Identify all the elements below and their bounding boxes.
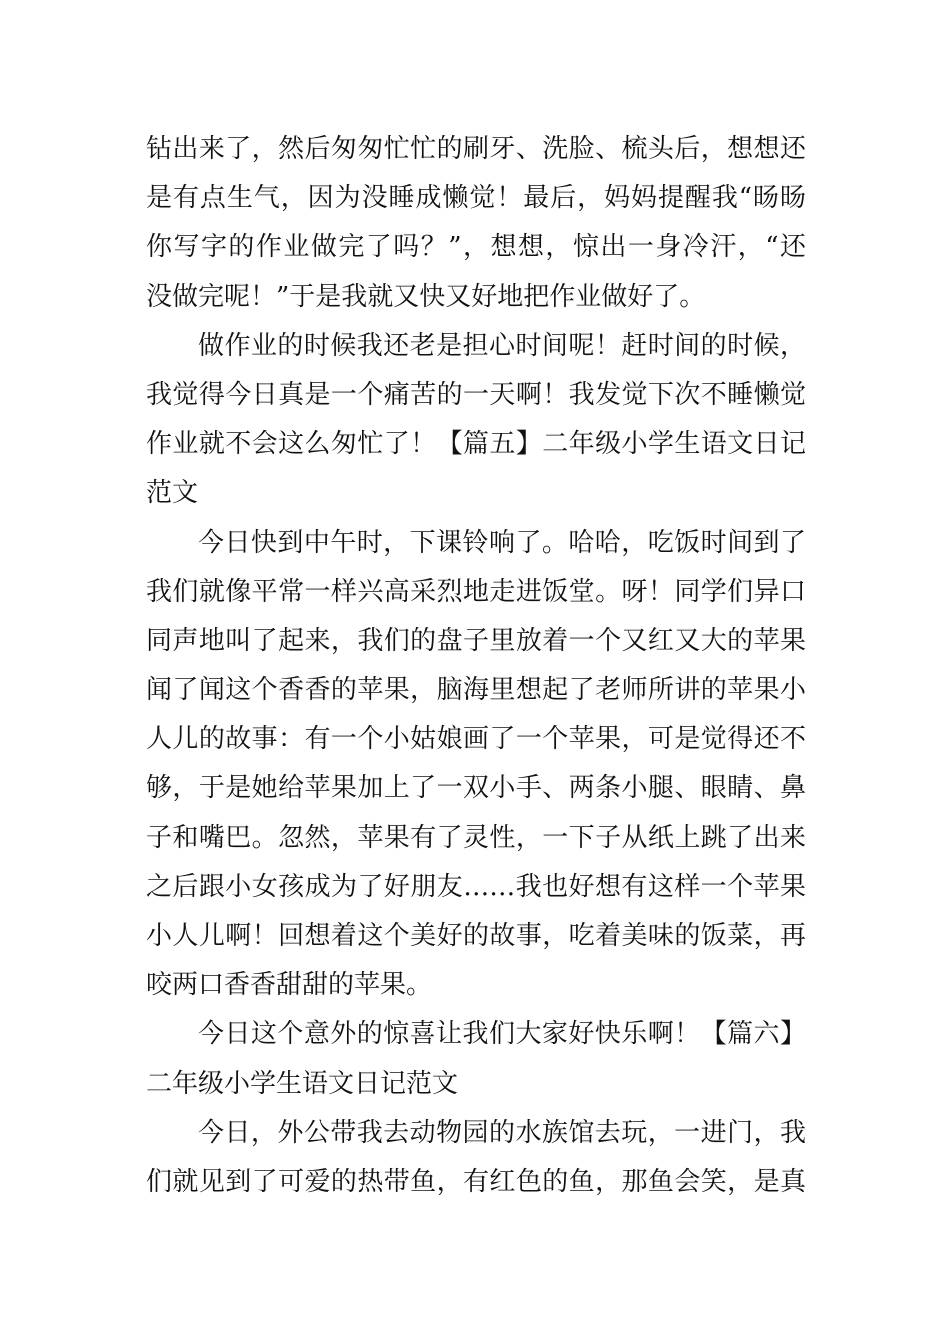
text-line: 没做完呢！”于是我就又快又好地把作业做好了。	[146, 281, 706, 312]
text-line: 今日快到中午时，下课铃响了。哈哈，吃饭时间到了	[198, 527, 806, 558]
text-line: 范文	[146, 478, 199, 509]
text-line: 做作业的时候我还老是担心时间呢！赶时间的时候，	[198, 330, 806, 361]
text-line: 我觉得今日真是一个痛苦的一天啊！我发觉下次不睡懒觉	[146, 379, 806, 410]
text-line: 今日这个意外的惊喜让我们大家好快乐啊！【篇六】	[198, 1019, 806, 1050]
text-line: 子和嘴巴。忽然，苹果有了灵性，一下子从纸上跳了出来	[146, 822, 806, 853]
text-line: 同声地叫了起来，我们的盘子里放着一个又红又大的苹果	[146, 625, 806, 656]
text-line: 今日，外公带我去动物园的水族馆去玩，一进门，我	[198, 1117, 806, 1148]
document-body	[146, 125, 806, 1207]
text-line: 我们就像平常一样兴高采烈地走进饭堂。呀！同学们异口	[146, 576, 806, 607]
text-line: 之后跟小女孩成为了好朋友……我也好想有这样一个苹果	[146, 871, 806, 902]
text-line: 是有点生气，因为没睡成懒觉！最后，妈妈提醒我“旸旸	[146, 183, 806, 214]
text-line: 你写字的作业做完了吗？”，想想，惊出一身冷汗，“还	[146, 232, 806, 263]
text-line: 够，于是她给苹果加上了一双小手、两条小腿、眼睛、鼻	[146, 773, 806, 804]
text-line: 闻了闻这个香香的苹果，脑海里想起了老师所讲的苹果小	[146, 675, 806, 706]
text-line: 作业就不会这么匆忙了！【篇五】二年级小学生语文日记	[146, 429, 806, 460]
text-line: 二年级小学生语文日记范文	[146, 1068, 459, 1099]
text-line: 们就见到了可爱的热带鱼，有红色的鱼，那鱼会笑，是真	[146, 1166, 806, 1197]
text-line: 人儿的故事：有一个小姑娘画了一个苹果，可是觉得还不	[146, 724, 806, 755]
text-line: 咬两口香香甜甜的苹果。	[146, 970, 433, 1001]
text-line: 小人儿啊！回想着这个美好的故事，吃着美味的饭菜，再	[146, 921, 806, 951]
text-line: 钻出来了，然后匆匆忙忙的刷牙、洗脸、梳头后，想想还	[146, 134, 806, 164]
